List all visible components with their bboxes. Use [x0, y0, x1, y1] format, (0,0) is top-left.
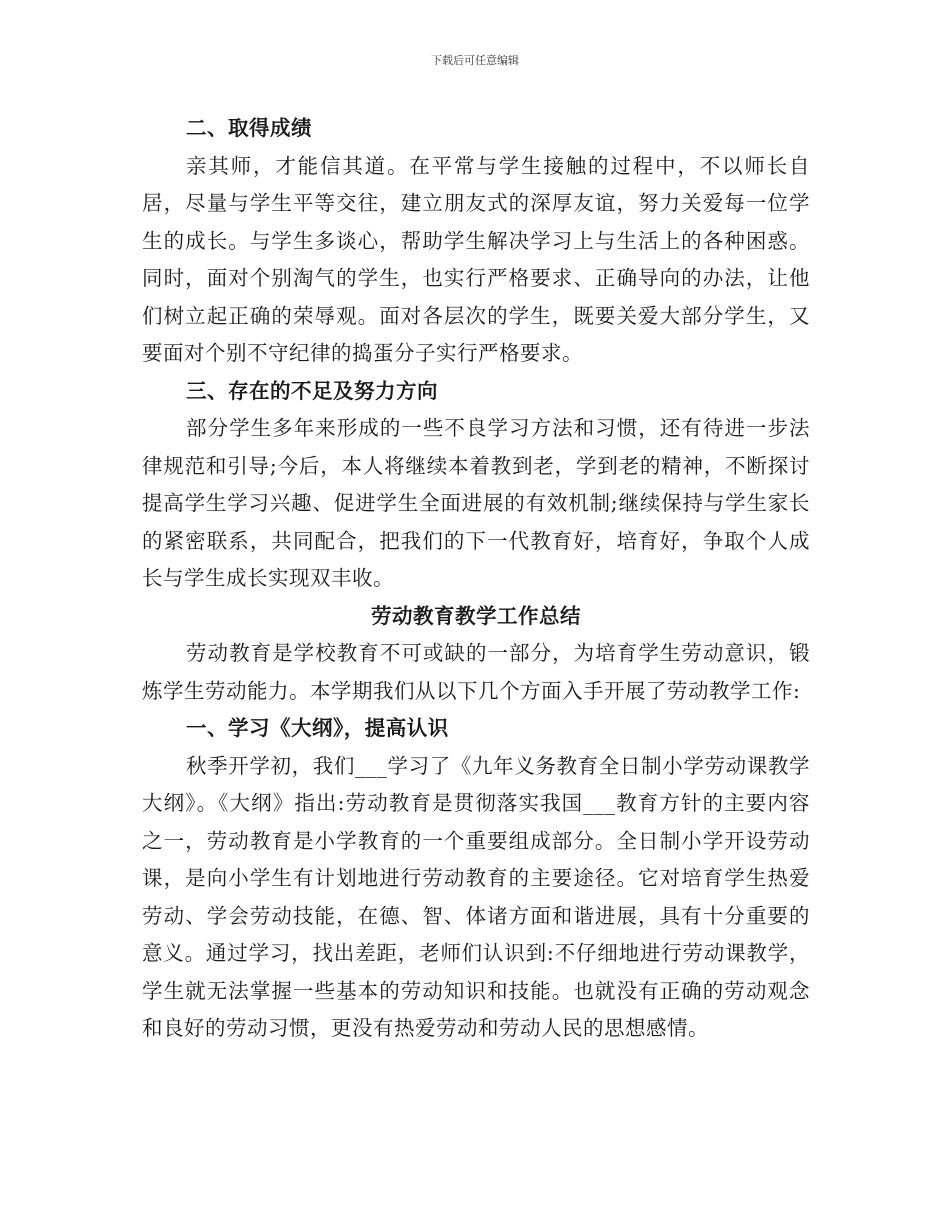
- document-body: [142, 110, 810, 1048]
- document-title: 劳动教育教学工作总结: [371, 603, 581, 628]
- paragraph-study-outline: 秋季开学初，我们___学习了《九年义务教育全日制小学劳动课教学大纲》。《大纲》指出:劳动教育是贯彻落实我国___教育方针的主要内容之一，劳动教育是小学教育的一个重要组成部分。全日制小学开设劳动课，是向小学生有计划地进行劳动教育的主要途径。它对培育学生热爱劳动、学会劳动技能，在德、智、体诸方面和谐进展，具有十分重要的意义。通过学习，找出差距，老师们认识到:不仔细地进行劳动课教学，学生就无法掌握一些基本的劳动知识和技能。也就没有正确的劳动观念和良好的劳动习惯，更没有热爱劳动和劳动人民的思想感情。: [142, 753, 810, 1040]
- paragraph-achievements: 亲其师，才能信其道。在平常与学生接触的过程中，不以师长自居，尽量与学生平等交往，建立朋友式的深厚友谊，努力关爱每一位学生的成长。与学生多谈心，帮助学生解决学习上与生活上的各种困惑。同时，面对个别淘气的学生，也实行严格要求、正确导向的办法，让他们树立起正确的荣辱观。面对各层次的学生，既要关爱大部分学生，又要面对个别不守纪律的捣蛋分子实行严格要求。: [142, 153, 810, 365]
- section-heading-study-outline: 一、学习《大纲》，提高认识: [186, 716, 449, 740]
- page-header-note: 下载后可任意编辑: [431, 54, 519, 67]
- paragraph-intro: 劳动教育是学校教育不可或缺的一部分，为培育学生劳动意识，锻炼学生劳动能力。本学期我们从以下几个方面入手开展了劳动教学工作:: [142, 641, 810, 703]
- section-heading-shortcomings: 三、存在的不足及努力方向: [186, 378, 438, 403]
- paragraph-shortcomings: 部分学生多年来形成的一些不良学习方法和习惯，还有待进一步法律规范和引导;今后，本人将继续本着教到老，学到老的精神，不断探讨提高学生学习兴趣、促进学生全面进展的有效机制;继续保持与学生家长的紧密联系，共同配合，把我们的下一代教育好，培育好，争取个人成长与学生成长实现双丰收。: [142, 416, 810, 590]
- section-heading-achievements: 二、取得成绩: [186, 116, 312, 140]
